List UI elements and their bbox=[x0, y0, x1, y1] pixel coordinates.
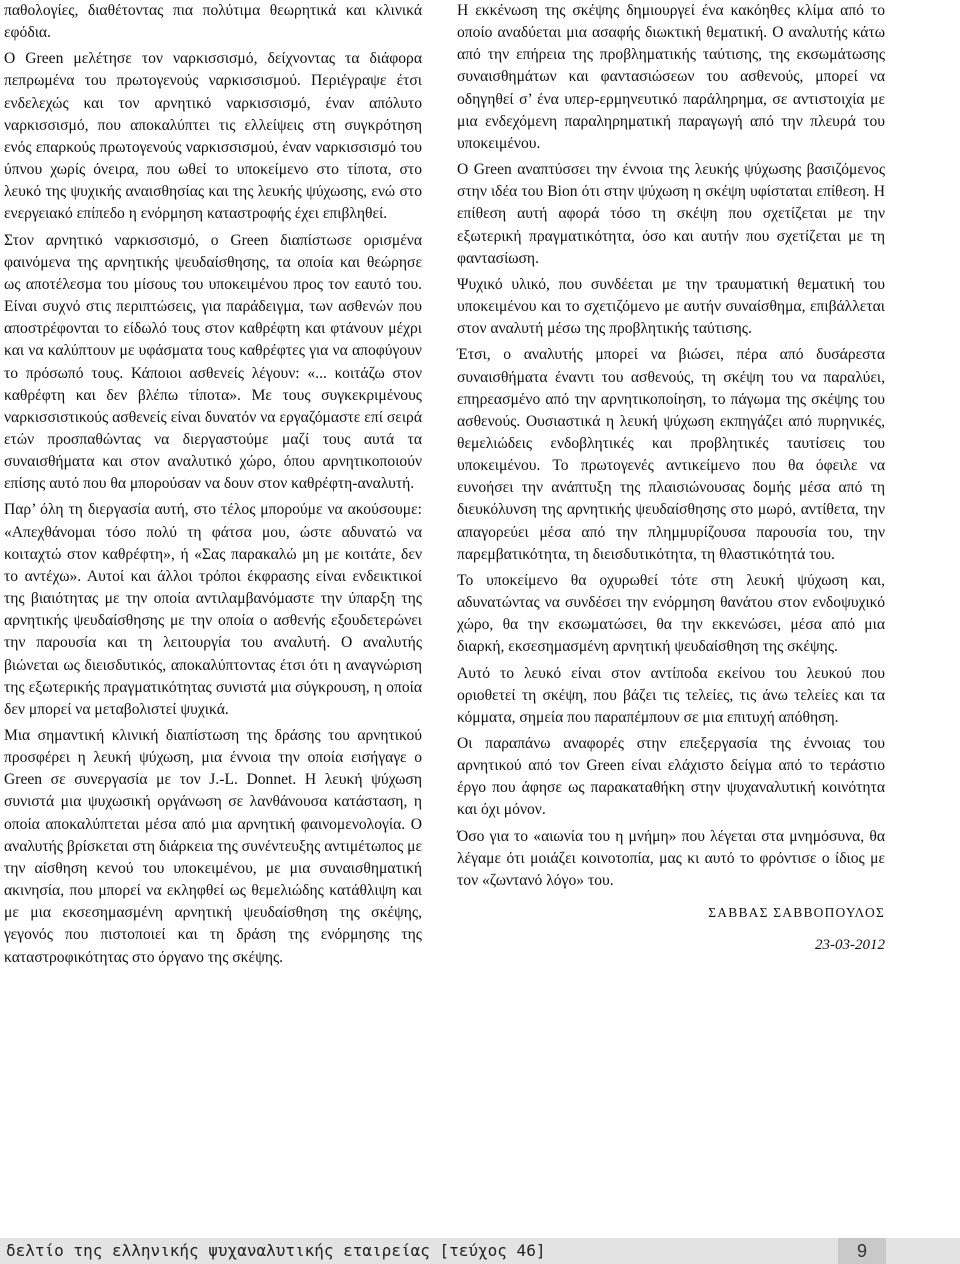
paragraph-left-5: Μια σημαντική κλινική διαπίστωση της δράσης του αρνητικού προσφέρει η λευκή ψύχωση, μια έννοια την οποία εισήγαγε ο Green σε συνεργασία με τον J.-L. Donnet. Η λευκή ψύχωση συνιστά μια ψυχωσική οργάνωση σε λανθάνουσα κατάσταση, η οποία αποκαλύπτεται μέσα από μια αρνητική φαινομενολογία. Ο αναλυτής βρίσκεται στη διάρκεια της συνέντευξης αντιμέτωπος με την αίσθηση κενού του υποκειμένου, με μια συναισθηματική ακινησία, που μπορεί να εκληφθεί ως θεμελιώδης κατάθλιψη και με μια εκσεσημασμένη αρνητική ψευδαίσθηση της σκέψης, γεγονός που πιστοποιεί και τη δράση της ενόρμησης της καταστροφικότητας στο όργανο της σκέψης. bbox=[4, 727, 422, 966]
issue-bracket-open: [ bbox=[439, 1241, 450, 1260]
author-signature: ΣΑΒΒΑΣ ΣΑΒΒΟΠΟΥΛΟΣ bbox=[708, 905, 885, 921]
issue-number: τεύχος 46 bbox=[449, 1241, 536, 1260]
issue-bracket-close: ] bbox=[535, 1241, 546, 1260]
paragraph-right-6: Αυτό το λευκό είναι στον αντίποδα εκείνου του λευκού που οριοθετεί τη σκέψη, που βάζει τις τελείες, τις άνω τελείες και τα κόμματα, σημεία που παραπέμπουν σε μια επιτυχή απόθηση. bbox=[457, 664, 885, 726]
paragraph-right-4: Έτσι, ο αναλυτής μπορεί να βιώσει, πέρα από δυσάρεστα συναισθήματα έναντι του ασθενούς, τη σκέψη του να παραλύει, επηρεασμένο από την αρνητικοποίηση, το πάγωμα της σκέψης του ασθενούς. Ουσιαστικά η λευκή ψύχωση εκπηγάζει από πυρηνικές, θεμελιώδεις ενδοβλητικές και προβλητικές ταυτίσεις του υποκειμένου. Το πρωτογενές αντικείμενο που θα όφειλε να ευνοήσει την ανάπτυξη της πλαισιώνουσας δομής μέσα από τη διευκόλυνση της αρνητικής ψευδαίσθησης στο μωρό, αντίθετα, την απαγορεύει μέσα από την πλημμυρίζουσα παρουσία του, την παρεμβατικότητα, τη διεισδυτικότητα, τη θλαστικότητά του. bbox=[457, 346, 885, 563]
paragraph-right-5: Το υποκείμενο θα οχυρωθεί τότε στη λευκή ψύχωση και, αδυνατώντας να συνδέσει την ενόρμηση θανάτου στον ενδοψυχικό χώρο, θα την εκσωματώσει, θα την εκκενώσει, μέσα από μια διαρκή, εκσεσημασμένη αρνητική ψευδαίσθηση της σκέψης. bbox=[457, 571, 885, 656]
left-column bbox=[4, 0, 422, 973]
paragraph-right-2: Ο Green αναπτύσσει την έννοια της λευκής ψύχωσης βασιζόμενος στην ιδέα του Bion ότι στην ψύχωση η σκέψη υφίσταται επίθεση. Η επίθεση αυτή αφορά τόσο τη σκέψη που σχετίζεται με την εξωτερική πραγματικότητα, όσο και αυτήν που σχετίζεται με τη φαντασίωση. bbox=[457, 161, 885, 267]
journal-name: δελτίο της ελληνικής ψυχαναλυτικής εταιρείας bbox=[6, 1241, 430, 1260]
paragraph-right-8: Όσο για το «αιωνία του η μνήμη» που λέγεται στα μνημόσυνα, θα λέγαμε ότι μοιάζει κοινοτοπία, μας κι αυτό το φρόντισε ο ίδιος με τον «ζωντανό λόγο» του. bbox=[457, 827, 885, 889]
paragraph-left-1: παθολογίες, διαθέτοντας πια πολύτιμα θεωρητικά και κλινικά εφόδια. bbox=[4, 2, 422, 42]
journal-title bbox=[6, 1240, 545, 1262]
paragraph-left-4: Παρ’ όλη τη διεργασία αυτή, στο τέλος μπορούμε να ακούσουμε: «Απεχθάνομαι τόσο πολύ τη φάτσα μου, ώστε αδυνατώ να κοιταχτώ στον καθρέφτη», ή «Σας παρακαλώ μη με κοιτάτε, δεν το αντέχω». Αυτοί και άλλοι τρόποι έκφρασης είναι ενδεικτικοί της βιαιότητας με την οποία αντιλαμβανόμαστε την ύπαρξη της αρνητικής ψευδαίσθησης με την οποία ο ασθενής εξουδετερώνει την παρουσία και τη λειτουργία του αναλυτή. Ο αναλυτής βιώνεται ως διεισδυτικός, αποκαλύπτοντας έτσι ότι η αναγνώριση της εξωτερικής πραγματικότητας συνιστά μια σύγκρουση, η οποία δεν μπορεί να μεταβολιστεί ψυχικά. bbox=[4, 501, 422, 718]
article-date: 23-03-2012 bbox=[815, 937, 885, 954]
paragraph-right-3: Ψυχικό υλικό, που συνδέεται με την τραυματική θεματική του υποκειμένου και το σχετιζόμενο με αυτήν συναίσθημα, επιβάλλεται στον αναλυτή μέσω της προβλητικής ταύτισης. bbox=[457, 275, 885, 338]
paragraph-left-3: Στον αρνητικό ναρκισσισμό, ο Green διαπίστωσε ορισμένα φαινόμενα της αρνητικής ψευδαίσθησης, τα οποία και θεώρησε ως αποτέλεσμα του μίσους του υποκειμένου προς τον εαυτό του. Είναι συχνό στις περιπτώσεις, για παράδειγμα, των ασθενών που αποστρέφονται το είδωλό τους στον καθρέφτη και φτάνουν μέχρι και να καλύπτουν με υφάσματα τους καθρέφτες για να αποφύγουν το πρόσωπό τους. Κάποιοι ασθενείς λέγουν: «... κοιτάζω στον καθρέφτη και δεν βλέπω τίποτα». Με τους συγκεκριμένους ναρκισσιστικούς ασθενείς είναι δυνατόν να εργαζόμαστε επί σειρά ετών προσπαθώντας να διεργαστούμε μαζί τους αυτά τα συναισθήματα και στον αναλυτικό χώρο, όπου αρνητικοποιούν επίσης αυτό που θα μπορούσαν να δουν στον καθρέφτη-αναλυτή. bbox=[4, 231, 422, 493]
page-number: 9 bbox=[838, 1238, 886, 1264]
paragraph-right-1: Η εκκένωση της σκέψης δημιουργεί ένα κακόηθες κλίμα από το οποίο αναδύεται μια ασαφής διωκτική θεματική. Ο αναλυτής κάτω από την επήρεια της προβληματικής ταύτισης, της εκσωμάτωσης συναισθημάτων και φαντασιώσεων του ασθενούς, μπορεί να οδηγηθεί σ’ ένα υπερ-ερμηνευτικό παράληρημα, σε αντιστοιχία με μια ενδεχόμενη παραληρηματική παραγωγή από την πλευρά του υποκειμένου. bbox=[457, 2, 885, 152]
paragraph-right-7: Οι παραπάνω αναφορές στην επεξεργασία της έννοιας του αρνητικού από τον Green είναι ελάχιστο δείγμα από το τεράστιο έργο που άφησε ως παρακαταθήκη στην ψυχαναλυτική κοινότητα και όχι μόνον. bbox=[457, 735, 885, 819]
paragraph-left-2: Ο Green μελέτησε τον ναρκισσισμό, δείχνοντας τα διάφορα πεπρωμένα του πρωτογενούς ναρκισσισμού. Περιέγραψε έτσι ενδελεχώς και τον αρνητικό ναρκισσισμό, έναν απόλυτο ναρκισσισμό, που αποκαλύπτει τις ελλείψεις στη συγκρότηση ενός επαρκούς πρωτογενούς ναρκισσισμού, έναν ναρκισσισμό του ύπνου χωρίς όνειρα, που ωθεί το υποκείμενο στο τίποτα, στο λευκό της ψυχικής αναισθησίας και της λευκής ψύχωσης, ενώ στο ενεργειακό επίπεδο η ενόρμηση καταστροφής έχει επιβληθεί. bbox=[4, 50, 422, 223]
page-footer bbox=[0, 1238, 960, 1264]
right-column bbox=[457, 0, 885, 956]
